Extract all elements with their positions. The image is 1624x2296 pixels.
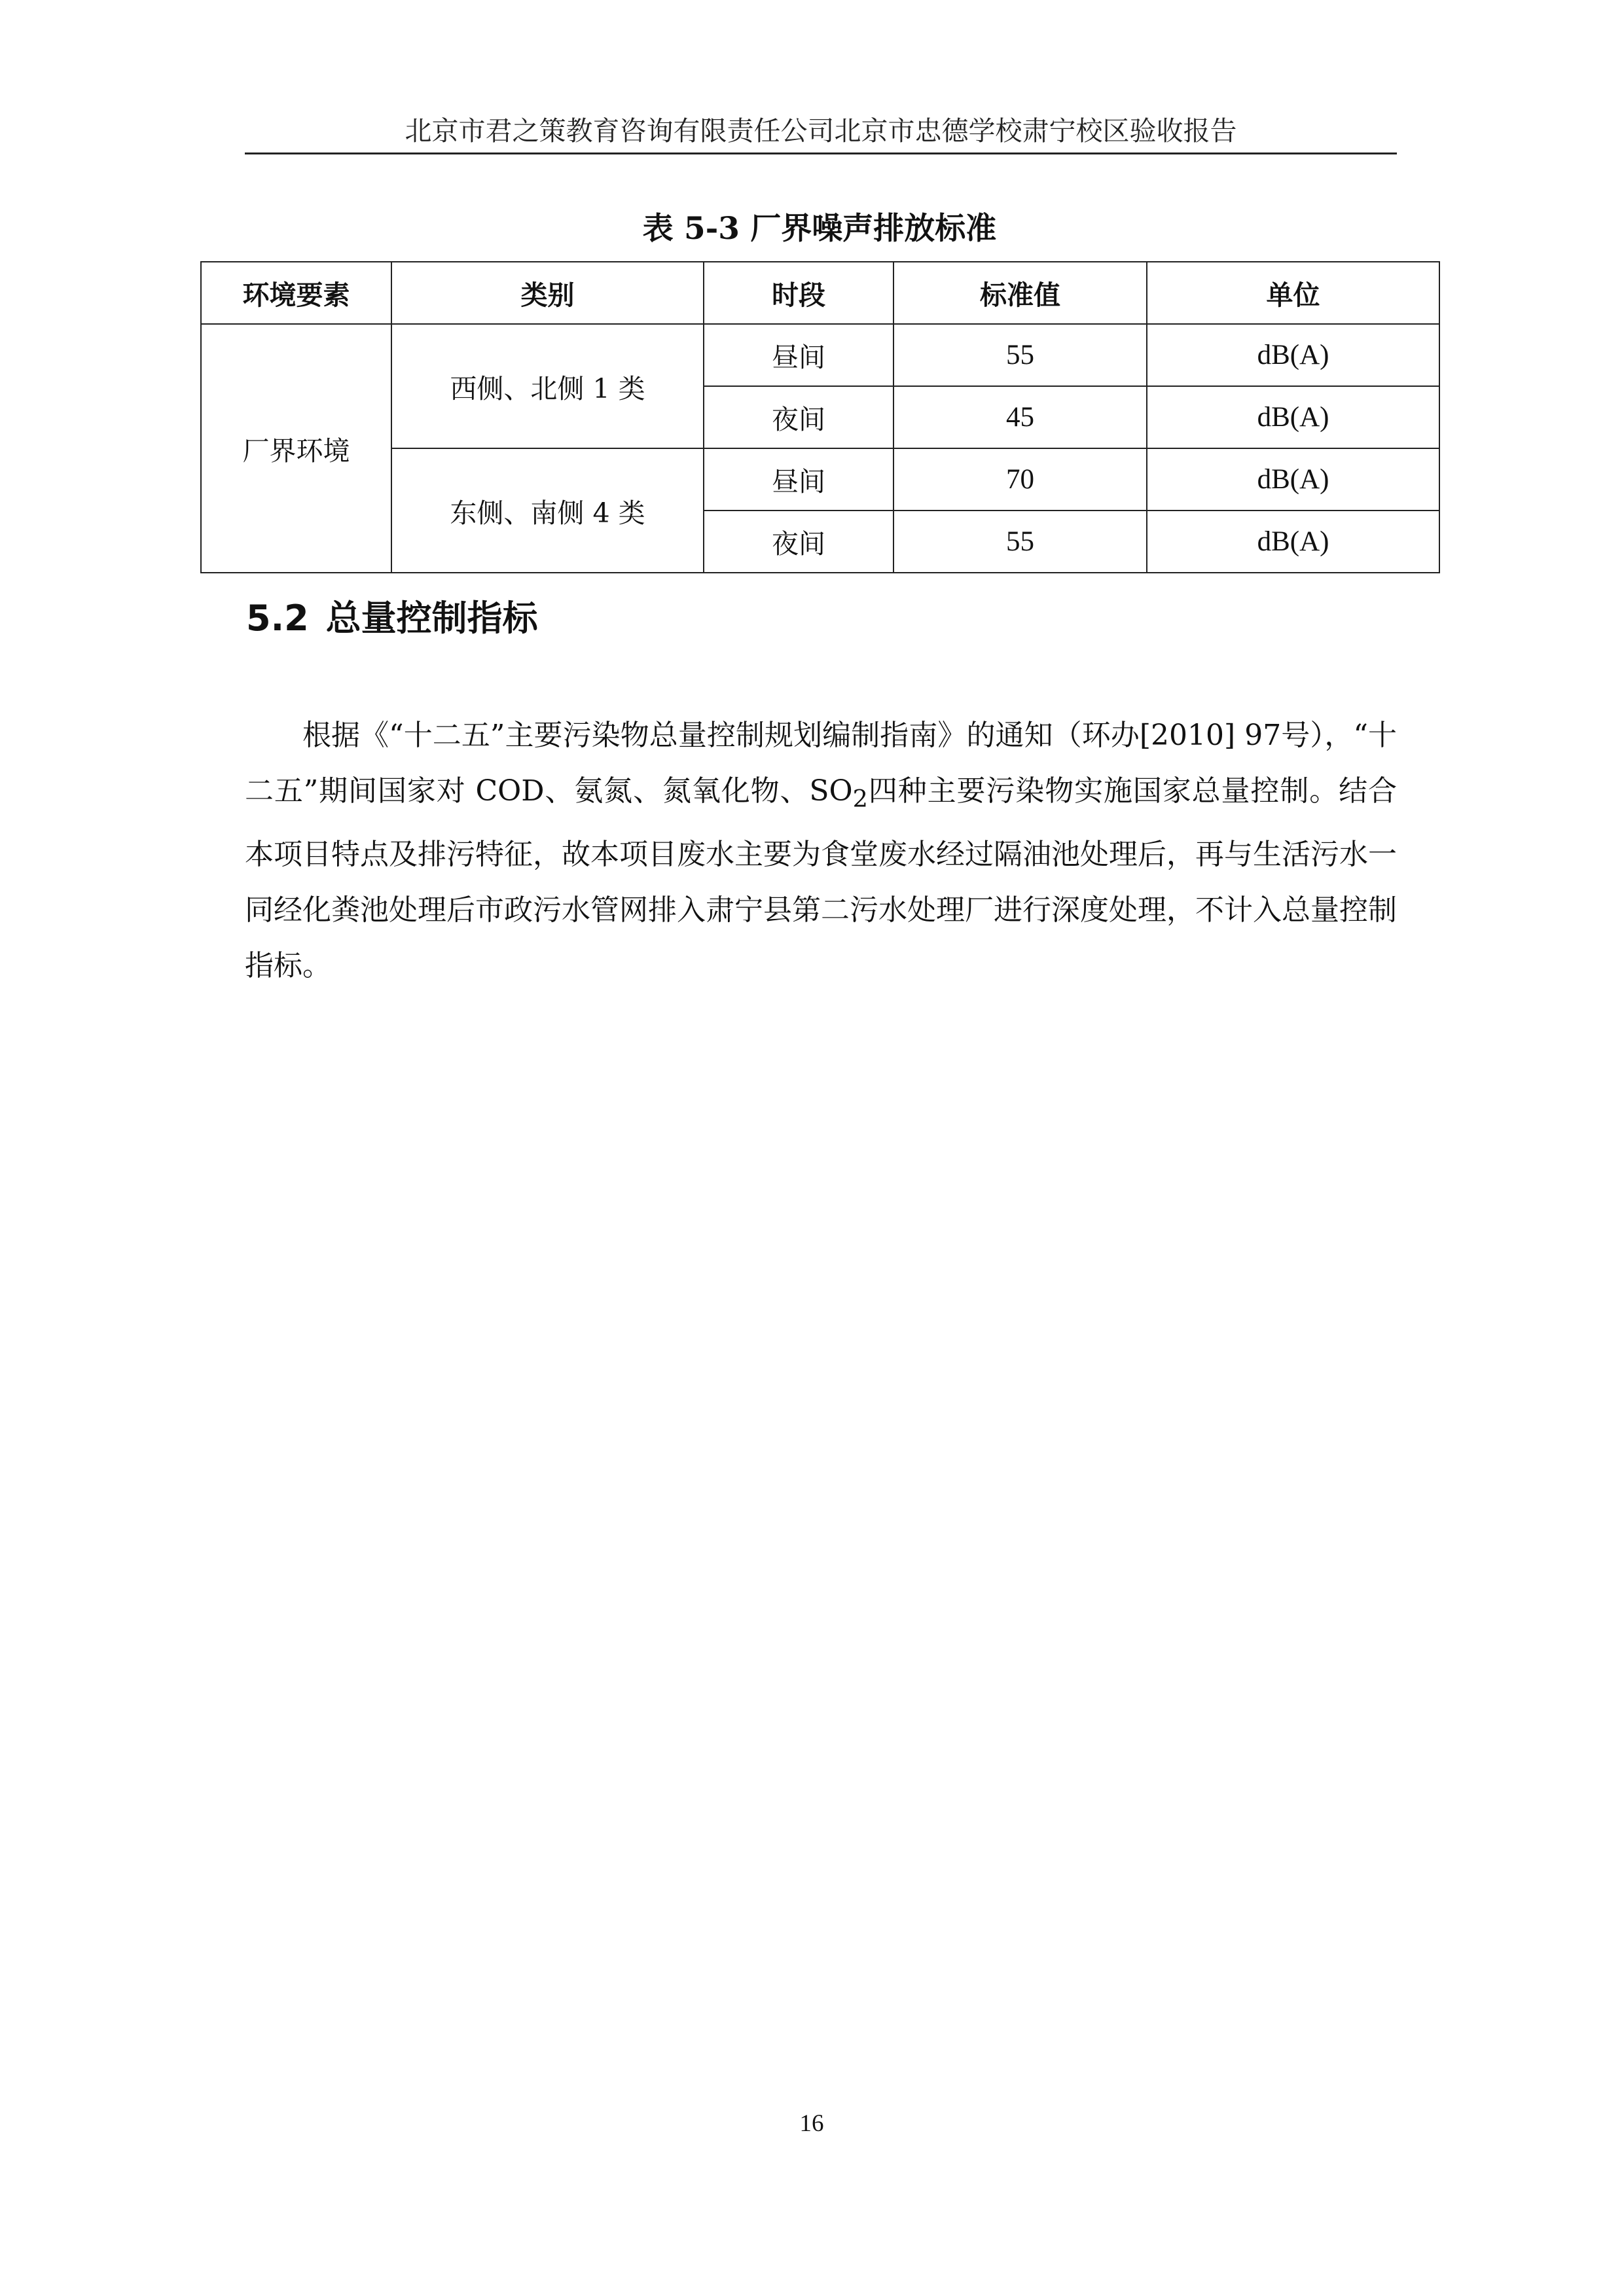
standard-value-cell: 55 xyxy=(893,511,1147,573)
body-paragraph xyxy=(245,708,1397,994)
section-heading xyxy=(246,596,538,641)
env-factor-cell: 厂界环境 xyxy=(201,324,391,573)
table-row xyxy=(201,324,1439,386)
period-cell: 夜间 xyxy=(704,386,893,448)
unit-cell: dB(A) xyxy=(1147,324,1439,386)
paragraph-text-part1: 根据《“十二五”主要污染物总量控制规划编制指南》的通知（环办[2010] 97号），“十二五”期间国家对 COD、氨氮、氮氧化物、SO xyxy=(245,719,1397,808)
header-divider xyxy=(245,152,1397,154)
period-cell: 夜间 xyxy=(704,511,893,573)
page-number: 16 xyxy=(799,2110,824,2137)
noise-standard-table xyxy=(200,261,1440,573)
standard-value-cell: 70 xyxy=(893,448,1147,511)
column-header-env-factor: 环境要素 xyxy=(201,262,391,324)
unit-cell: dB(A) xyxy=(1147,448,1439,511)
standard-value-cell: 55 xyxy=(893,324,1147,386)
subscript-2: 2 xyxy=(852,784,868,813)
period-cell: 昼间 xyxy=(704,324,893,386)
column-header-standard-value: 标准值 xyxy=(893,262,1147,324)
period-cell: 昼间 xyxy=(704,448,893,511)
unit-cell: dB(A) xyxy=(1147,511,1439,573)
section-number: 5.2 xyxy=(246,598,309,639)
column-header-unit: 单位 xyxy=(1147,262,1439,324)
category-cell: 东侧、南侧 4 类 xyxy=(391,448,704,573)
table-caption: 表 5-3 厂界噪声排放标准 xyxy=(642,211,997,247)
table-header-row xyxy=(201,262,1439,324)
paragraph-text-part2: 四种主要污染物实施国家总量控制。结合本项目特点及排污特征，故本项目废水主要为食堂废水经过隔油池处理后，再与生活污水一同经化粪池处理后市政污水管网排入肃宁县第二污水处理厂进行深度处理，不计入总量控制指标。 xyxy=(245,774,1397,982)
unit-cell: dB(A) xyxy=(1147,386,1439,448)
column-header-category: 类别 xyxy=(391,262,704,324)
category-cell: 西侧、北侧 1 类 xyxy=(391,324,704,448)
column-header-period: 时段 xyxy=(704,262,893,324)
section-title-text: 总量控制指标 xyxy=(325,598,538,639)
page-header-title: 北京市君之策教育咨询有限责任公司北京市忠德学校肃宁校区验收报告 xyxy=(405,115,1237,147)
standard-value-cell: 45 xyxy=(893,386,1147,448)
